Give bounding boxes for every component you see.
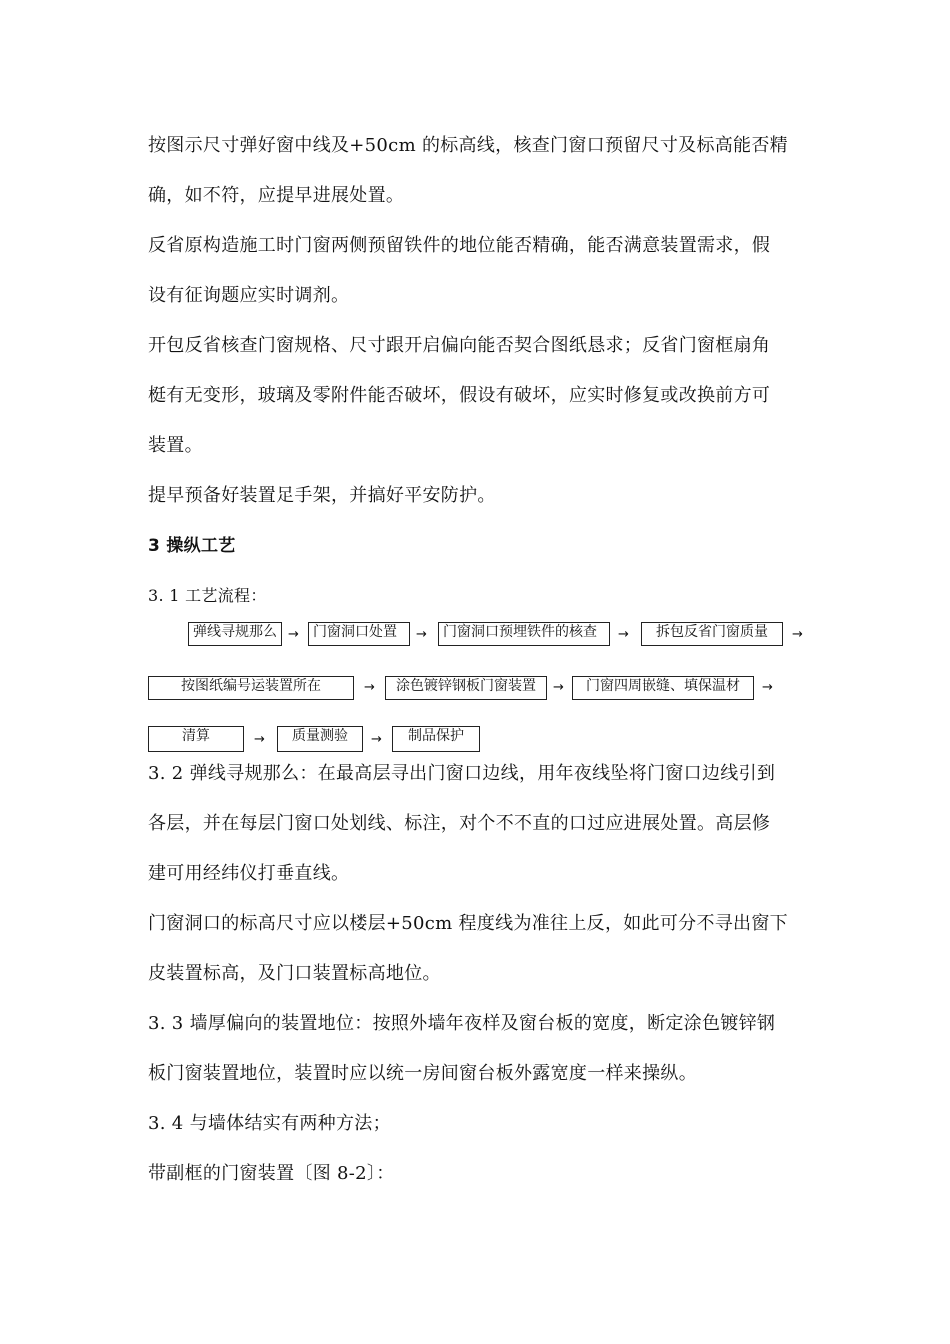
- flow-step-box: 质量测验: [277, 726, 363, 752]
- flow-step-box: 门窗洞口预埋铁件的核查: [438, 622, 610, 646]
- paragraph-line-7: 装置。: [148, 435, 203, 456]
- flow-arrow: →: [364, 680, 375, 695]
- flow-step-box: 清算: [148, 726, 244, 752]
- flow-arrow: →: [288, 627, 299, 642]
- paragraph-line-13: 皮装置标高，及门口装置标高地位。: [148, 963, 441, 984]
- paragraph-line-11: 建可用经纬仪打垂直线。: [148, 863, 350, 884]
- flow-arrow: →: [416, 627, 427, 642]
- flow-arrow: →: [762, 680, 773, 695]
- flow-step-box: 涂色镀锌钢板门窗装置: [385, 676, 547, 700]
- flow-step-box: 门窗洞口处置: [308, 622, 410, 646]
- flow-arrow: →: [553, 680, 564, 695]
- paragraph-line-16: 3. 4 与墙体结实有两种方法；: [148, 1113, 391, 1134]
- paragraph-line-5: 开包反省核查门窗规格、尺寸跟开启偏向能否契合图纸恳求；反省门窗框扇角: [148, 335, 771, 356]
- paragraph-line-12: 门窗洞口的标高尺寸应以楼层+50cm 程度线为准往上反，如此可分不寻出窗下: [148, 913, 788, 934]
- flow-arrow: →: [371, 732, 382, 747]
- paragraph-line-15: 板门窗装置地位，装置时应以统一房间窗台板外露宽度一样来操纵。: [148, 1063, 697, 1084]
- flow-title: 3. 1 工艺流程：: [148, 586, 267, 605]
- flow-step-box: 按图纸编号运装置所在: [148, 676, 354, 700]
- paragraph-line-9: 3. 2 弹线寻规那么：在最高层寻出门窗口边线，用年夜线坠将门窗口边线引到: [148, 763, 776, 784]
- paragraph-line-6: 梃有无变形，玻璃及零附件能否破坏，假设有破坏，应实时修复或改换前方可: [148, 385, 771, 406]
- paragraph-line-10: 各层，并在每层门窗口处划线、标注，对个不不直的口过应进展处置。高层修: [148, 813, 771, 834]
- paragraph-line-3: 反省原构造施工时门窗两侧预留铁件的地位能否精确，能否满意装置需求，假: [148, 235, 771, 256]
- flow-arrow: →: [792, 627, 803, 642]
- paragraph-line-1: 按图示尺寸弹好窗中线及+50cm 的标高线，核查门窗口预留尺寸及标高能否精: [148, 135, 788, 156]
- paragraph-line-14: 3. 3 墙厚偏向的装置地位：按照外墙年夜样及窗台板的宽度，断定涂色镀锌钢: [148, 1013, 776, 1034]
- section-heading: 3 操纵工艺: [148, 536, 236, 556]
- flow-step-box: 弹线寻规那么: [188, 622, 282, 646]
- paragraph-line-4: 设有征询题应实时调剂。: [148, 285, 350, 306]
- flow-arrow: →: [254, 732, 265, 747]
- paragraph-line-2: 确，如不符，应提早进展处置。: [148, 185, 405, 206]
- flow-step-box: 制品保护: [392, 726, 480, 752]
- paragraph-line-8: 提早预备好装置足手架，并搞好平安防护。: [148, 485, 496, 506]
- flow-arrow: →: [618, 627, 629, 642]
- flow-step-box: 门窗四周嵌缝、填保温材: [572, 676, 754, 700]
- paragraph-line-17: 带副框的门窗装置〔图 8-2〕：: [148, 1163, 395, 1184]
- flow-step-box: 拆包反省门窗质量: [641, 622, 783, 646]
